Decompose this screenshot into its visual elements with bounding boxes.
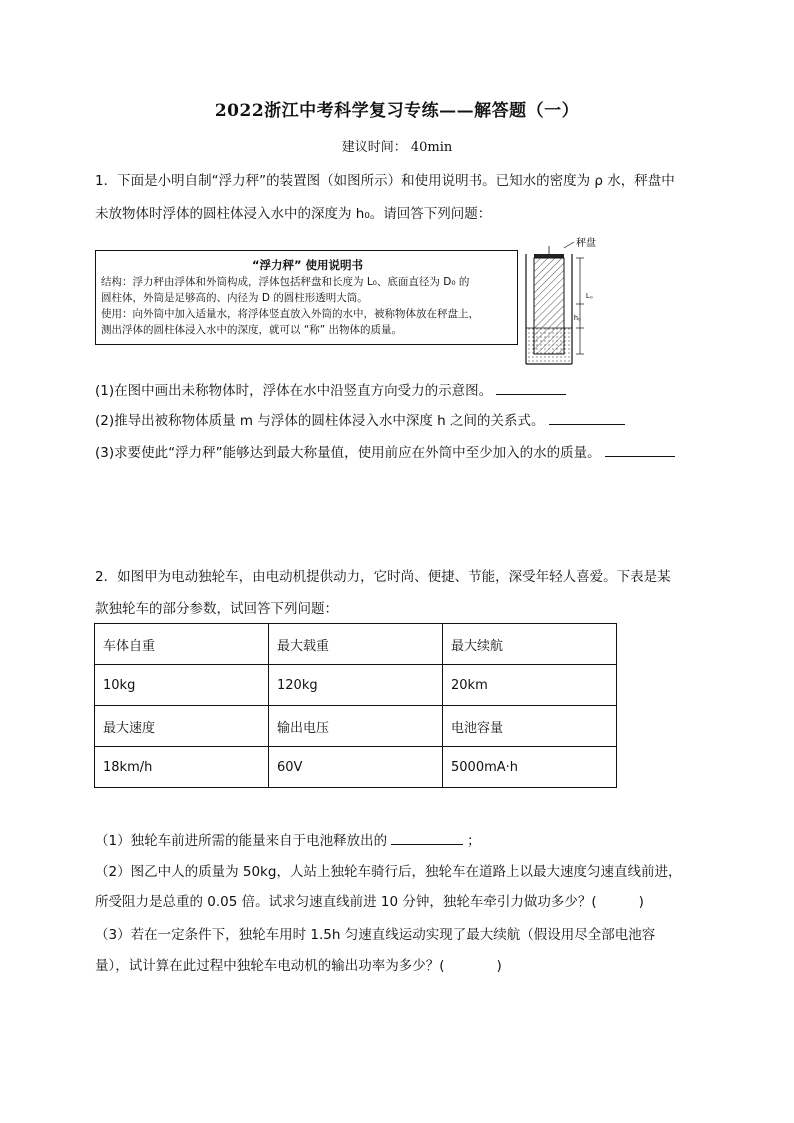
manual-usage-line2: 测出浮体的圆柱体浸入水中的深度，就可以 “称” 出物体的质量。 (101, 324, 403, 336)
label-h0: h₀ (574, 315, 581, 322)
scale-pan (534, 254, 564, 258)
buoyancy-scale-figure (520, 236, 620, 366)
q1-sub2: (2)推导出被称物体质量 m 与浮体的圆柱体浸入水中深度 h 之间的关系式。 (95, 412, 625, 430)
label-L0: L₀ (586, 293, 593, 300)
table-cell: 电池容量 (443, 706, 617, 747)
manual-usage-line1: 使用：向外筒中加入适量水，将浮体竖直放入外筒的水中，被称物体放在秤盘上， (101, 308, 479, 320)
table-cell: 最大续航 (443, 624, 617, 665)
q2-sub2-line1: （2）图乙中人的质量为 50kg，人站上独轮车骑行后，独轮车在道路上以最大速度匀速直线前进， (95, 864, 682, 880)
q1-sub1-answer-blank[interactable] (496, 382, 566, 395)
manual-structure-line1: 结构：浮力秤由浮体和外筒构成，浮体包括秤盘和长度为 L₀、底面直径为 D₀ 的 (101, 276, 470, 288)
table-cell: 18km/h (95, 747, 269, 788)
q2-sub3-line1: （3）若在一定条件下，独轮车用时 1.5h 匀速直线运动实现了最大续航（假设用尽全部电池容 (95, 927, 656, 943)
q1-sub3: (3)求要使此“浮力秤”能够达到最大称量值，使用前应在外筒中至少加入的水的质量。 (95, 444, 675, 462)
table-row (95, 706, 617, 747)
unicycle-parameter-table (94, 623, 617, 788)
q2-sub1-answer-blank[interactable] (391, 832, 463, 845)
table-cell: 最大载重 (269, 624, 443, 665)
table-cell: 5000mA·h (443, 747, 617, 788)
q1-sub2-answer-blank[interactable] (549, 412, 625, 425)
q1-stem-line2: 未放物体时浮体的圆柱体浸入水中的深度为 h₀。请回答下列问题： (95, 206, 492, 222)
float-cylinder (534, 258, 564, 354)
q2-stem-line1: 2．如图甲为电动独轮车，由电动机提供动力，它时尚、便捷、节能，深受年轻人喜爱。下表是某 (95, 569, 671, 585)
table-row (95, 665, 617, 706)
q1-sub3-answer-blank[interactable] (605, 444, 675, 457)
suggested-time: 建议时间： 40min (341, 140, 453, 155)
table-row (95, 747, 617, 788)
table-cell: 120kg (269, 665, 443, 706)
q1-stem-line1: 1．下面是小明自制“浮力秤”的装置图（如图所示）和使用说明书。已知水的密度为 ρ 水，秤盘中 (95, 173, 675, 189)
table-cell: 车体自重 (95, 624, 269, 665)
instruction-manual-box (95, 250, 518, 345)
q1-sub1: (1)在图中画出未称物体时，浮体在水中沿竖直方向受力的示意图。 (95, 382, 566, 400)
q2-stem-line2: 款独轮车的部分参数，试回答下列问题： (95, 601, 338, 617)
manual-structure-line2: 圆柱体，外筒是足够高的、内径为 D 的圆柱形透明大筒。 (101, 292, 368, 304)
label-pan: 秤盘 (576, 238, 596, 249)
table-cell: 最大速度 (95, 706, 269, 747)
manual-title: “浮力秤” 使用说明书 (251, 258, 364, 272)
q2-sub3-line2: 量），试计算在此过程中独轮车电动机的输出功率为多少？( ) (95, 958, 502, 974)
table-cell: 20km (443, 665, 617, 706)
q2-sub2-line2: 所受阻力是总重的 0.05 倍。试求匀速直线前进 10 分钟，独轮车牵引力做功多少？( ) (95, 894, 644, 910)
q2-sub1: （1）独轮车前进所需的能量来自于电池释放出的 ； (95, 833, 481, 849)
table-cell: 10kg (95, 665, 269, 706)
page-title: 2022浙江中考科学复习专练——解答题（一） (214, 101, 580, 121)
table-cell: 输出电压 (269, 706, 443, 747)
table-cell: 60V (269, 747, 443, 788)
table-row (95, 624, 617, 665)
